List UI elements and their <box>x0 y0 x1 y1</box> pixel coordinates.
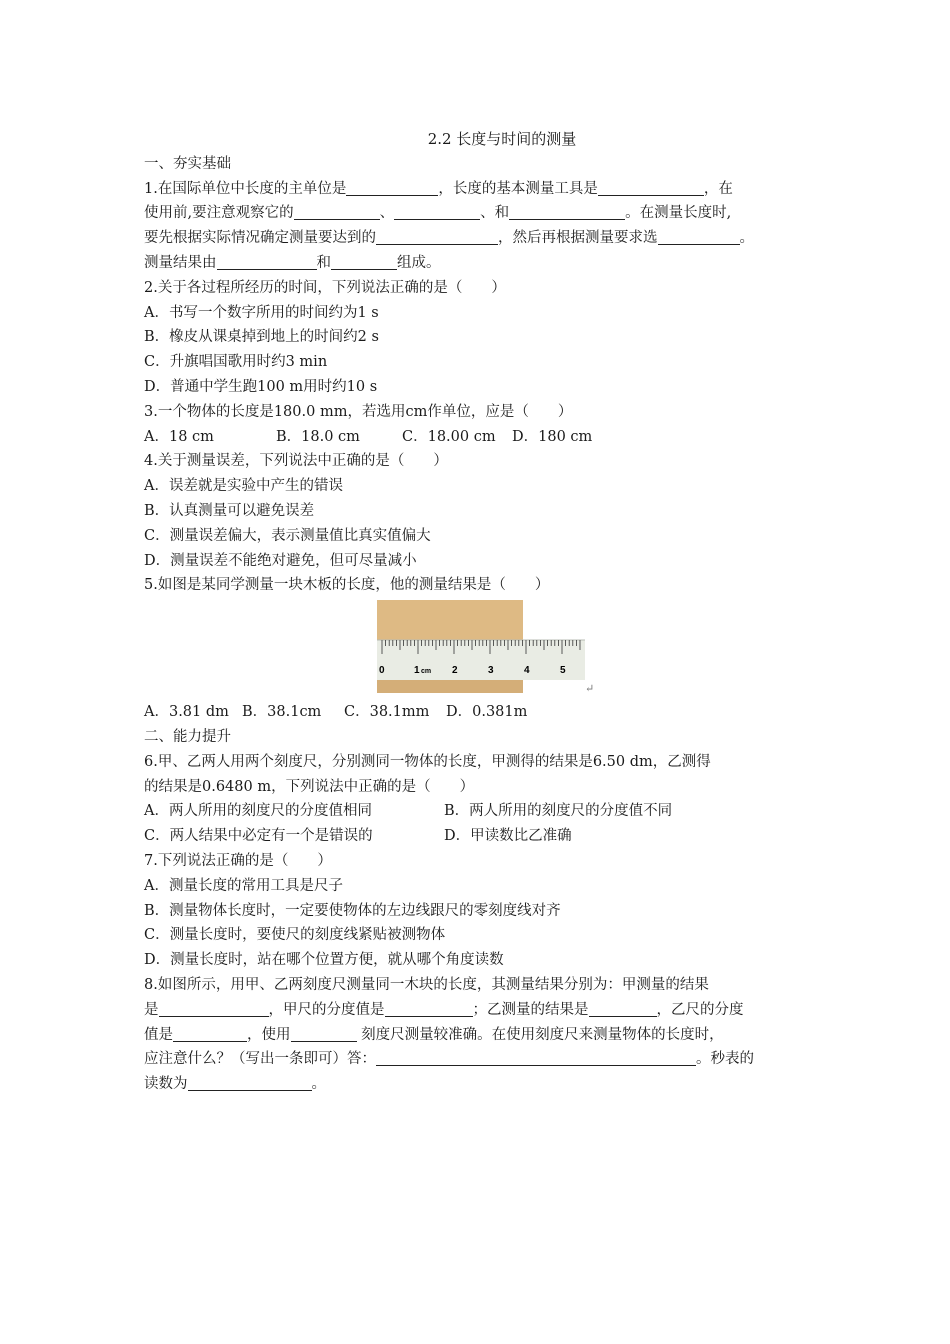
q6-options-row-2 <box>144 824 820 849</box>
q1-line-2: 使用前,要注意观察它的 、 、和 。在测量长度时, <box>144 205 732 222</box>
ruler-label-5: 5 <box>560 665 566 677</box>
q6-option-a[interactable]: A．两人所用的刻度尺的分度值相同 <box>144 803 372 820</box>
q4-option-d[interactable]: D．测量误差不能绝对避免，但可尽量减小 <box>144 552 417 569</box>
q8-line-3: 值是 ，使用 刻度尺测量较准确。在使用刻度尺来测量物体的长度时， <box>144 1026 724 1043</box>
section-heading-advanced: 二、能力提升 <box>144 728 231 745</box>
ruler-figure-container <box>144 600 820 696</box>
ruler-label-unit: cm <box>421 668 432 676</box>
ruler-measurement-figure <box>377 600 585 693</box>
q2-stem: 2.关于各过程所经历的时间，下列说法正确的是（ ） <box>144 279 506 296</box>
q1-line-3: 要先根据实际情况确定测量要达到的 ，然后再根据测量要求选 。 <box>144 230 754 247</box>
q3-option-b[interactable]: B．18.0 cm <box>276 428 360 445</box>
answer-blank[interactable] <box>331 254 397 270</box>
section-heading-basic: 一、夯实基础 <box>144 155 231 172</box>
answer-blank[interactable] <box>173 1026 247 1042</box>
page-title: 2.2 长度与时间的测量 <box>427 130 577 148</box>
q2-option-c[interactable]: C．升旗唱国歌用时约3 min <box>144 354 328 371</box>
q7-stem: 7.下列说法正确的是（ ） <box>144 852 332 869</box>
q5-option-d[interactable]: D．0.381m <box>446 704 528 721</box>
q7-option-c[interactable]: C．测量长度时，要使尺的刻度线紧贴被测物体 <box>144 927 446 944</box>
answer-blank[interactable] <box>394 204 480 220</box>
answer-blank[interactable] <box>598 180 704 196</box>
q1-line-1: 1.在国际单位中长度的主单位是 ，长度的基本测量工具是 ，在 <box>144 180 733 197</box>
q6-option-d[interactable]: D．甲读数比乙准确 <box>444 828 572 845</box>
board-bottom-edge <box>377 680 523 693</box>
answer-blank[interactable] <box>159 1001 269 1017</box>
q3-options <box>144 425 820 450</box>
answer-blank[interactable] <box>294 204 380 220</box>
q7-option-d[interactable]: D．测量长度时，站在哪个位置方便，就从哪个角度读数 <box>144 952 504 969</box>
q4-stem: 4.关于测量误差，下列说法中正确的是（ ） <box>144 453 448 470</box>
q4-option-b[interactable]: B．认真测量可以避免误差 <box>144 502 315 519</box>
q6-option-c[interactable]: C．两人结果中必定有一个是错误的 <box>144 828 373 845</box>
answer-blank[interactable] <box>217 254 317 270</box>
ruler-label-3: 3 <box>488 665 494 677</box>
q2-option-b[interactable]: B．橡皮从课桌掉到地上的时间约2 s <box>144 329 379 346</box>
ruler-label-2: 2 <box>452 665 458 677</box>
q5-options <box>144 700 820 725</box>
q6-option-b[interactable]: B．两人所用的刻度尺的分度值不同 <box>444 803 673 820</box>
q3-option-a[interactable]: A．18 cm <box>144 428 214 445</box>
answer-blank[interactable] <box>376 1050 696 1066</box>
q8-line-2: 是 ，甲尺的分度值是 ；乙测量的结果是 ，乙尺的分度 <box>144 1001 744 1018</box>
answer-blank[interactable] <box>589 1001 657 1017</box>
q7-option-b[interactable]: B．测量物体长度时，一定要使物体的左边线跟尺的零刻度线对齐 <box>144 902 561 919</box>
answer-blank[interactable] <box>376 229 498 245</box>
q3-stem: 3.一个物体的长度是180.0 mm，若选用cm作单位，应是（ ） <box>144 403 573 420</box>
answer-blank[interactable] <box>346 180 438 196</box>
answer-blank[interactable] <box>509 204 625 220</box>
ruler-label-0: 0 <box>379 665 385 677</box>
paragraph-return-mark: ↵ <box>585 682 595 696</box>
q5-option-b[interactable]: B．38.1cm <box>242 704 322 721</box>
q6-stem-line-1: 6.甲、乙两人用两个刻度尺，分别测同一物体的长度，甲测得的结果是6.50 dm，乙测得 <box>144 753 711 770</box>
q3-option-d[interactable]: D．180 cm <box>512 428 593 445</box>
worksheet-page <box>144 127 820 1097</box>
q8-line-4: 应注意什么？（写出一条即可）答： 。秒表的 <box>144 1051 754 1068</box>
q6-stem-line-2: 的结果是0.6480 m，下列说法中正确的是（ ） <box>144 778 475 795</box>
q6-options-row-1 <box>144 799 820 824</box>
q1-line-4: 测量结果由 和 组成。 <box>144 254 441 271</box>
q5-option-a[interactable]: A．3.81 dm <box>144 704 229 721</box>
answer-blank[interactable] <box>188 1075 312 1091</box>
answer-blank[interactable] <box>385 1001 473 1017</box>
q8-line-1: 8.如图所示，用甲、乙两刻度尺测量同一木块的长度，其测量结果分别为：甲测量的结果 <box>144 976 709 993</box>
board-highlight <box>377 600 523 640</box>
q4-option-c[interactable]: C．测量误差偏大，表示测量值比真实值偏大 <box>144 527 431 544</box>
q4-option-a[interactable]: A．误差就是实验中产生的错误 <box>144 478 343 495</box>
q3-option-c[interactable]: C．18.00 cm <box>402 428 496 445</box>
q5-stem: 5.如图是某同学测量一块木板的长度，他的测量结果是（ ） <box>144 577 550 594</box>
ruler-label-1: 1 <box>414 665 420 677</box>
q2-option-d[interactable]: D．普通中学生跑100 m用时约10 s <box>144 378 378 395</box>
ruler-label-4: 4 <box>524 665 530 677</box>
q7-option-a[interactable]: A．测量长度的常用工具是尺子 <box>144 877 343 894</box>
q2-option-a[interactable]: A．书写一个数字所用的时间约为1 s <box>144 304 379 321</box>
answer-blank[interactable] <box>291 1026 357 1042</box>
q5-option-c[interactable]: C．38.1mm <box>344 704 430 721</box>
ruler-body <box>377 640 585 680</box>
q8-line-5: 读数为 。 <box>144 1076 326 1093</box>
answer-blank[interactable] <box>658 229 740 245</box>
